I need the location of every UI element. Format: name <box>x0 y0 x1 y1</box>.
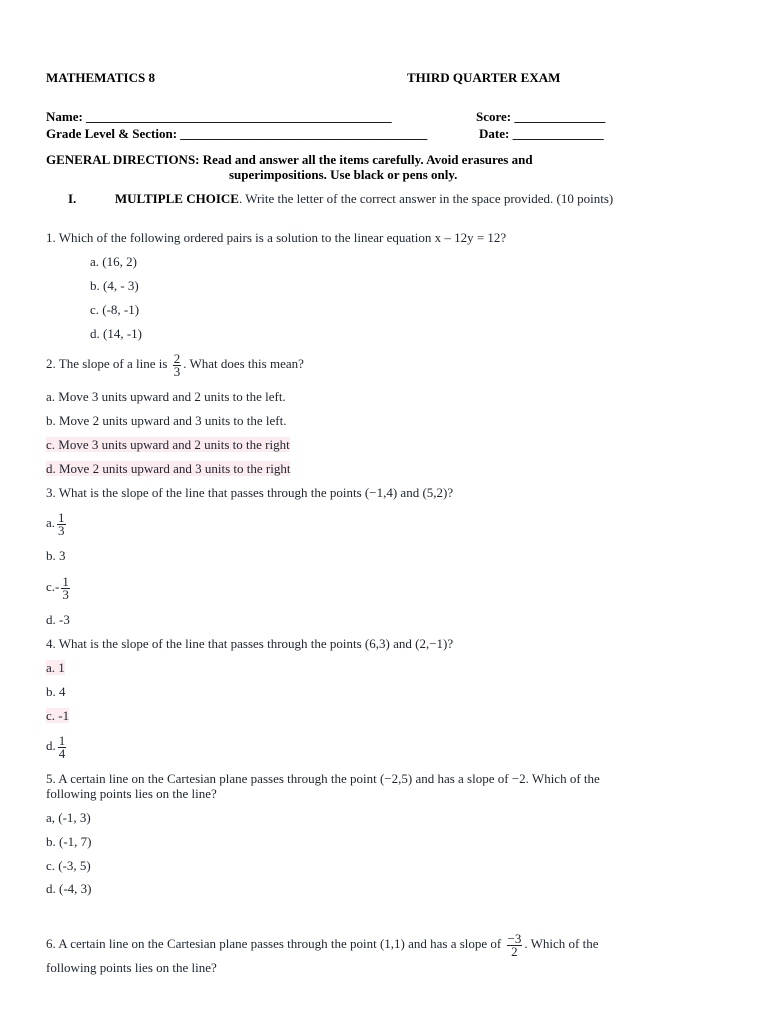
q6-slope-fraction <box>507 930 523 959</box>
q3-a-denominator: 3 <box>58 522 65 538</box>
subject-title: MATHEMATICS 8 <box>46 70 155 85</box>
question-2 <box>46 351 304 378</box>
q3-c-denominator: 3 <box>62 586 69 602</box>
q1-choice-a: a. (16, 2) <box>90 254 137 269</box>
q3-choice-d: d. -3 <box>46 612 70 627</box>
q4-choice-b: b. 4 <box>46 684 66 699</box>
q2-choice-c-row <box>46 437 290 453</box>
section-heading <box>68 191 613 207</box>
q2-slope-fraction <box>173 350 182 379</box>
q6-fraction-numerator: −3 <box>507 930 522 946</box>
q5-choice-a: a, (-1, 3) <box>46 810 91 825</box>
q3-choice-a-fraction <box>57 509 66 538</box>
q3-choice-a-label: a. <box>46 515 56 530</box>
directions-line-2: superimpositions. Use black or pens only. <box>229 167 458 182</box>
q4-choice-d-label: d. <box>46 738 56 753</box>
question-5-line-2: following points lies on the line? <box>46 786 217 801</box>
date-field: Date: ______________ <box>479 126 604 141</box>
q4-choice-c: c. -1 <box>46 708 70 723</box>
q4-choice-a: a. 1 <box>46 660 65 675</box>
q2-choice-d: d. Move 2 units upward and 3 units to the right <box>46 461 291 476</box>
q2-choice-c: c. Move 3 units upward and 2 units to the right <box>46 437 290 452</box>
q2-choice-d-row <box>46 461 290 477</box>
q2-prefix: 2. The slope of a line is <box>46 356 171 371</box>
q2-choice-a: a. Move 3 units upward and 2 units to the left. <box>46 389 286 404</box>
section-numeral: I. <box>68 191 77 206</box>
q5-choice-c: c. (-3, 5) <box>46 858 91 873</box>
section-instruction: . Write the letter of the correct answer in the space provided. (10 points) <box>238 191 614 206</box>
exam-title: THIRD QUARTER EXAM <box>407 70 561 85</box>
section-title: MULTIPLE CHOICE <box>114 191 239 206</box>
q1-choice-b: b. (4, - 3) <box>90 278 139 293</box>
q4-choice-d-fraction <box>58 732 67 761</box>
q2-fraction-numerator: 2 <box>173 350 181 366</box>
q3-choice-c <box>46 573 72 601</box>
q3-choice-b: b. 3 <box>46 548 66 563</box>
q5-choice-b: b. (-1, 7) <box>46 834 92 849</box>
q3-choice-c-fraction <box>61 573 70 602</box>
q6-prefix: 6. A certain line on the Cartesian plane passes through the point (1,1) and has a slope of <box>46 936 505 951</box>
name-field: Name: _______________________________________________ <box>46 109 392 124</box>
directions-line-1: GENERAL DIRECTIONS: Read and answer all the items carefully. Avoid erasures and <box>46 152 533 167</box>
q1-choice-c: c. (-8, -1) <box>90 302 140 317</box>
question-5-line-1: 5. A certain line on the Cartesian plane passes through the point (−2,5) and has a slope of −2. Which of the <box>46 771 600 786</box>
q3-c-numerator: 1 <box>62 573 69 589</box>
q5-choice-d: d. (-4, 3) <box>46 881 92 896</box>
q1-choice-d: d. (14, -1) <box>90 326 142 341</box>
score-field: Score: ______________ <box>476 109 606 124</box>
q4-d-numerator: 1 <box>58 732 66 748</box>
q2-suffix: . What does this mean? <box>183 356 304 371</box>
grade-section-field: Grade Level & Section: ______________________________________ <box>46 126 428 141</box>
q6-fraction-denominator: 2 <box>507 945 523 958</box>
q4-d-denominator: 4 <box>58 745 66 761</box>
q2-fraction-denominator: 3 <box>173 363 181 379</box>
question-4: 4. What is the slope of the line that passes through the points (6,3) and (2,−1)? <box>46 636 454 651</box>
question-6-line-2: following points lies on the line? <box>46 960 217 975</box>
q4-choice-d <box>46 732 68 760</box>
q3-a-numerator: 1 <box>58 509 65 525</box>
question-6-line-1 <box>46 930 598 958</box>
q6-suffix: . Which of the <box>524 936 599 951</box>
question-1: 1. Which of the following ordered pairs is a solution to the linear equation x – 12y = 12? <box>46 230 507 245</box>
q3-choice-a <box>46 509 68 537</box>
question-3: 3. What is the slope of the line that passes through the points (−1,4) and (5,2)? <box>46 485 454 500</box>
q3-choice-c-label: c.- <box>46 579 60 594</box>
q2-choice-b: b. Move 2 units upward and 3 units to the left. <box>46 413 287 428</box>
